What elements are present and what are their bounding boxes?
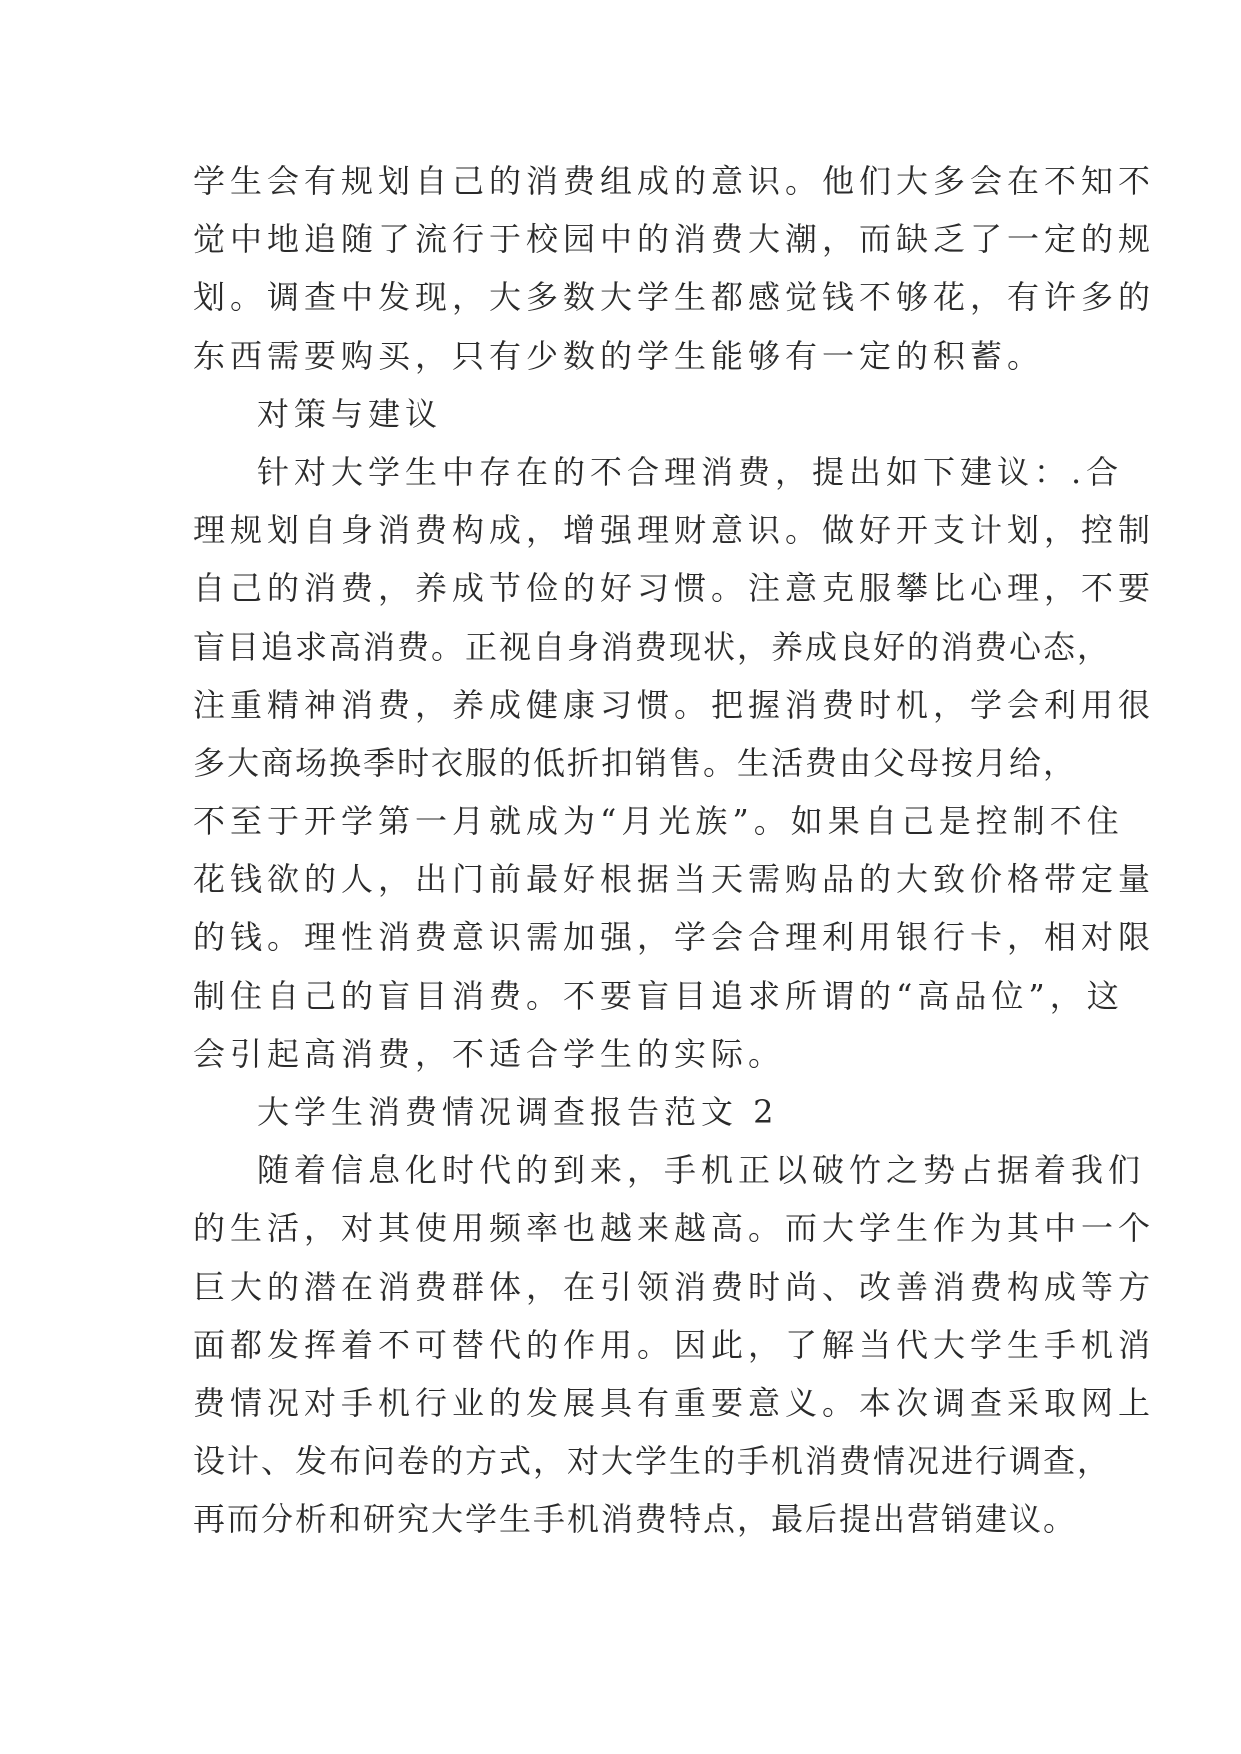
text-line: 多大商场换季时衣服的低折扣销售。生活费由父母按月给， xyxy=(193,743,1078,782)
text-line: 盲目追求高消费。正视自身消费现状，养成良好的消费心态， xyxy=(193,627,1112,666)
text-line: 的钱。理性消费意识需加强，学会合理利用银行卡，相对限 xyxy=(193,918,1156,957)
text-line: 面都发挥着不可替代的作用。因此，了解当代大学生手机消 xyxy=(193,1325,1156,1364)
section-heading: 对策与建议 xyxy=(257,394,443,433)
section-heading: 大学生消费情况调查报告范文 2 xyxy=(257,1093,779,1131)
text-line: 不至于开学第一月就成为“月光族”。如果自己是控制不住 xyxy=(193,802,1124,841)
text-line: 制住自己的盲目消费。不要盲目追求所谓的“高品位”，这 xyxy=(193,976,1124,1015)
text-line: 注重精神消费，养成健康习惯。把握消费时机，学会利用很 xyxy=(193,685,1156,724)
text-line: 针对大学生中存在的不合理消费，提出如下建议：.合 xyxy=(257,452,1124,491)
text-line: 会引起高消费，不适合学生的实际。 xyxy=(193,1034,786,1073)
text-line: 自己的消费，养成节俭的好习惯。注意克服攀比心理，不要 xyxy=(193,569,1156,608)
text-line: 巨大的潜在消费群体，在引领消费时尚、改善消费构成等方 xyxy=(193,1267,1156,1306)
text-line: 设计、发布问卷的方式，对大学生的手机消费情况进行调查， xyxy=(193,1442,1112,1481)
text-line: 的生活，对其使用频率也越来越高。而大学生作为其中一个 xyxy=(193,1209,1156,1248)
text-line: 觉中地追随了流行于校园中的消费大潮，而缺乏了一定的规 xyxy=(193,220,1156,259)
text-line: 理规划自身消费构成，增强理财意识。做好开支计划，控制 xyxy=(193,511,1156,550)
text-line: 费情况对手机行业的发展具有重要意义。本次调查采取网上 xyxy=(193,1383,1156,1422)
text-line: 随着信息化时代的到来，手机正以破竹之势占据着我们 xyxy=(257,1151,1146,1190)
body-text xyxy=(193,152,1156,1549)
text-line: 再而分析和研究大学生手机消费特点，最后提出营销建议。 xyxy=(193,1500,1078,1539)
text-line: 花钱欲的人，出门前最好根据当天需购品的大致价格带定量 xyxy=(193,860,1156,899)
text-line: 划。调查中发现，大多数大学生都感觉钱不够花，有许多的 xyxy=(193,278,1156,317)
text-line: 东西需要购买，只有少数的学生能够有一定的积蓄。 xyxy=(193,336,1045,375)
text-line: 学生会有规划自己的消费组成的意识。他们大多会在不知不 xyxy=(193,162,1156,200)
